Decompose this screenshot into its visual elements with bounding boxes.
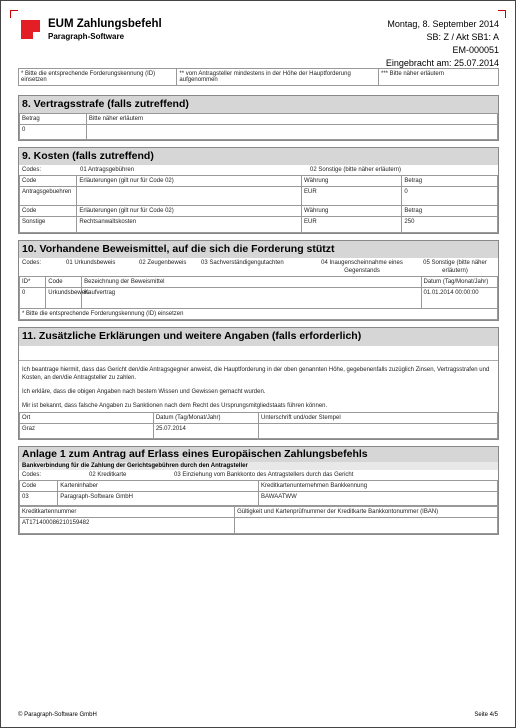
footer-page-number: Seite 4/5 (474, 712, 498, 718)
evidence-description: Kaufvertrag (82, 288, 421, 309)
cost-code: Antragsgebuehren (20, 187, 77, 206)
crop-mark (498, 10, 506, 18)
column-label: Betrag (402, 206, 498, 217)
section-costs (18, 147, 499, 234)
column-label: Ort (20, 413, 154, 424)
date-value: 25.07.2014 (153, 424, 258, 439)
annex-subtitle: Bankverbindung für die Zahlung der Gerichtsgebühren durch den Antragsteller (19, 462, 498, 470)
footer-copyright: © Paragraph-Software GmbH (18, 712, 97, 718)
amount-value: 0 (20, 125, 87, 140)
evidence-date: 01.01.2014 00:00:00 (421, 288, 498, 309)
cost-explanation: Rechtsanwaltskosten (77, 217, 302, 233)
code-option: 01 Antragsgebühren (80, 167, 135, 173)
header-date: Montag, 8. September 2014 (387, 19, 499, 29)
column-label: Währung (302, 176, 402, 187)
explanation-value (86, 125, 497, 140)
column-label: ID* (20, 277, 46, 288)
signature-value (258, 424, 497, 439)
cost-amount: 250 (402, 217, 498, 233)
column-label: Unterschrift und/oder Stempel (258, 413, 497, 424)
column-label: Kreditkartennummer (20, 507, 235, 518)
section-title: 9. Kosten (falls zutreffend) (19, 148, 498, 165)
brand-block (48, 18, 162, 41)
cost-code: Sonstige (20, 217, 77, 233)
column-label: Betrag (20, 114, 87, 125)
column-label: Code (20, 176, 77, 187)
note-3: *** Bitte näher erläutern (378, 69, 498, 86)
column-label: Kreditkartenunternehmen Bankkennung (258, 481, 497, 492)
cost-currency: EUR (302, 187, 402, 206)
column-label: Bitte näher erläutern (86, 114, 497, 125)
annex-codes (19, 470, 498, 480)
top-notes (18, 68, 499, 86)
section-evidence (18, 240, 499, 321)
card-holder: Paragraph-Software GmbH (58, 492, 259, 506)
column-label: Gültigkeit und Kartenprüfnummer der Kreditkarte Bankkontonummer (IBAN) (235, 507, 498, 518)
code-option: 02 Zeugenbeweis (139, 260, 187, 266)
column-label: Erläuterungen (gilt nur für Code 02) (77, 206, 302, 217)
document-title: EUM Zahlungsbefehl (48, 18, 162, 30)
column-label: Karteninhaber (58, 481, 259, 492)
note-2: ** vom Antragsteller mindestens in der Höhe der Hauptforderung aufgenommen (177, 69, 379, 86)
evidence-codes (19, 258, 498, 276)
header-sb: SB: Z / Akt SB1: A (426, 32, 499, 42)
validity-value (235, 518, 498, 534)
crop-mark (10, 10, 18, 18)
header-filed-date: Eingebracht am: 25.07.2014 (385, 58, 499, 68)
blank-field (19, 346, 498, 361)
column-label: Code (20, 206, 77, 217)
column-label: Code (20, 481, 58, 492)
section-title: 10. Vorhandene Beweismittel, auf die sich die Forderung stützt (19, 241, 498, 258)
cost-amount: 0 (402, 187, 498, 206)
codes-label: Codes: (22, 167, 42, 173)
section-annex-1 (18, 446, 499, 535)
column-label: Erläuterungen (gilt nur für Code 02) (77, 176, 302, 187)
statement-1: Ich beantrage hiermit, dass das Gericht den/die Antragsgegner anweist, die Hauptforderung in der oben genannten Höhe, gegebenenfalls zuzüglich Zinsen, Vertragsstrafen und Kosten, an den/die Antragsteller zu zahlen. (22, 367, 490, 381)
code-option: 03 Einziehung vom Bankkonto des Antragstellers durch das Gericht (174, 472, 354, 478)
account-number: AT171400086210159482 (20, 518, 235, 534)
codes-label: Codes: (22, 472, 42, 478)
column-label: Datum (Tag/Monat/Jahr) (153, 413, 258, 424)
code-option: 05 Sonstige (bitte näher erläutern) (423, 260, 487, 274)
evidence-note: * Bitte die entsprechende Forderungskennung (ID) einsetzen (20, 309, 498, 320)
header-case-number: EM-000051 (452, 45, 499, 55)
evidence-id: 0 (20, 288, 46, 309)
payment-code: 03 (20, 492, 58, 506)
document-subtitle: Paragraph-Software (48, 32, 125, 41)
column-label: Bezeichnung der Beweismittel (82, 277, 421, 288)
code-option: 04 Inaugenscheinnahme eines Gegenstands (321, 260, 403, 274)
column-label: Datum (Tag/Monat/Jahr) (421, 277, 498, 288)
place-value: Graz (20, 424, 154, 439)
code-option: 03 Sachverständigengutachten (201, 260, 284, 266)
bank-code: BAWAATWW (258, 492, 497, 506)
section-title: Anlage 1 zum Antrag auf Erlass eines Europäischen Zahlungsbefehls (19, 447, 498, 462)
note-1: * Bitte die entsprechende Forderungskennung (ID) einsetzen (19, 69, 177, 86)
cost-currency: EUR (302, 217, 402, 233)
section-title: 8. Vertragsstrafe (falls zutreffend) (19, 96, 498, 113)
cost-explanation (77, 187, 302, 206)
column-label: Währung (302, 206, 402, 217)
page-footer (18, 712, 498, 718)
brand-logo-icon (21, 20, 40, 39)
codes-label: Codes: (22, 260, 42, 266)
code-option: 01 Urkundsbeweis (66, 260, 116, 266)
statement-2: Ich erkläre, dass die obigen Angaben nach bestem Wissen und Gewissen gemacht wurden. (22, 389, 266, 395)
column-label: Betrag (402, 176, 498, 187)
evidence-code: Urkundsbeweis (46, 288, 82, 309)
code-option: 02 Kreditkarte (89, 472, 127, 478)
cost-codes (19, 165, 498, 175)
form-content (18, 68, 499, 535)
section-contractual-penalty (18, 95, 499, 141)
statement-3: Mir ist bekannt, dass falsche Angaben zu Sanktionen nach dem Recht des Ursprungsmitgliedstaats führen können. (22, 403, 328, 409)
section-title: 11. Zusätzliche Erklärungen und weitere Angaben (falls erforderlich) (19, 328, 498, 346)
code-option: 02 Sonstige (bitte näher erläutern) (310, 167, 402, 173)
column-label: Code (46, 277, 82, 288)
header-meta (386, 18, 499, 70)
section-additional-statements (18, 327, 499, 440)
